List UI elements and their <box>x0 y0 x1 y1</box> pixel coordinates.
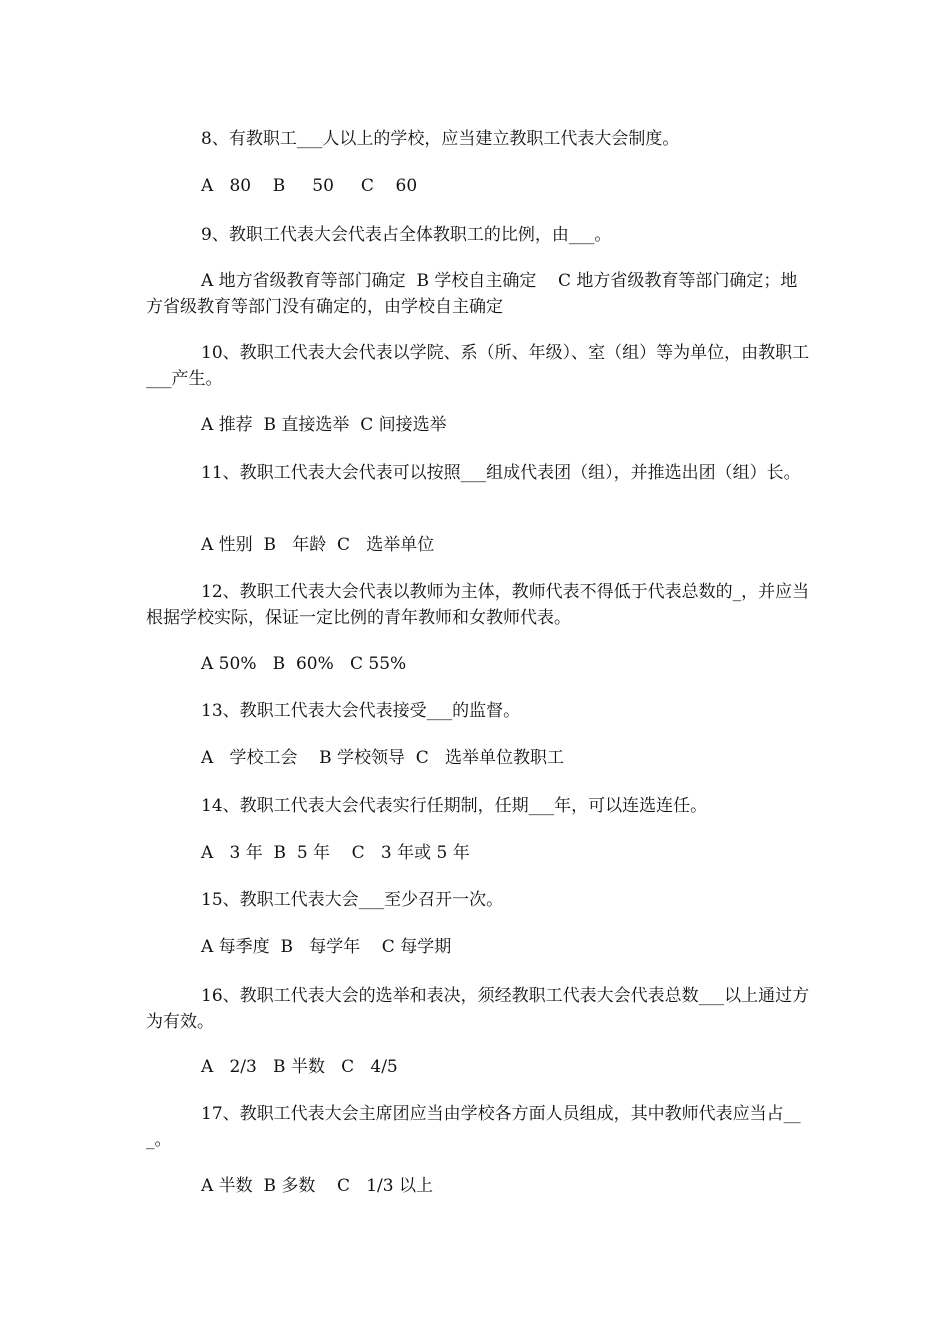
question-12: 12、教职工代表大会代表以教师为主体，教师代表不得低于代表总数的_，并应当根据学校实际，保证一定比例的青年教师和女教师代表。 <box>146 582 810 628</box>
question-17-options: A 半数 B 多数 C 1/3 以上 <box>201 1176 433 1196</box>
question-15-options: A 每季度 B 每学年 C 每学期 <box>201 937 452 957</box>
question-16: 16、教职工代表大会的选举和表决，须经教职工代表大会代表总数___以上通过方为有效。 <box>146 986 810 1032</box>
question-11: 11、教职工代表大会代表可以按照___组成代表团（组），并推选出团（组）长。 <box>201 463 801 483</box>
question-8-options: A 80 B 50 C 60 <box>201 176 418 196</box>
question-14: 14、教职工代表大会代表实行任期制，任期___年，可以连选连任。 <box>201 796 708 816</box>
question-10: 10、教职工代表大会代表以学院、系（所、年级）、室（组）等为单位，由教职工___产生。 <box>146 343 810 389</box>
question-9: 9、教职工代表大会代表占全体教职工的比例，由___。 <box>201 225 612 245</box>
question-9-options: A 地方省级教育等部门确定 B 学校自主确定 C 地方省级教育等部门确定；地方省级教育等部门没有确定的，由学校自主确定 <box>146 271 798 317</box>
question-10-options: A 推荐 B 直接选举 C 间接选举 <box>201 415 447 435</box>
question-16-options: A 2/3 B 半数 C 4/5 <box>201 1057 398 1077</box>
question-11-options: A 性别 B 年龄 C 选举单位 <box>201 535 435 555</box>
question-17: 17、教职工代表大会主席团应当由学校各方面人员组成，其中教师代表应当占___。 <box>146 1104 801 1150</box>
question-8: 8、有教职工___人以上的学校，应当建立教职工代表大会制度。 <box>201 129 680 149</box>
question-13: 13、教职工代表大会代表接受___的监督。 <box>201 701 521 721</box>
question-15: 15、教职工代表大会___至少召开一次。 <box>201 890 504 910</box>
question-12-options: A 50% B 60% C 55% <box>201 654 407 674</box>
question-14-options: A 3 年 B 5 年 C 3 年或 5 年 <box>201 843 470 863</box>
question-13-options: A 学校工会 B 学校领导 C 选举单位教职工 <box>201 748 565 768</box>
